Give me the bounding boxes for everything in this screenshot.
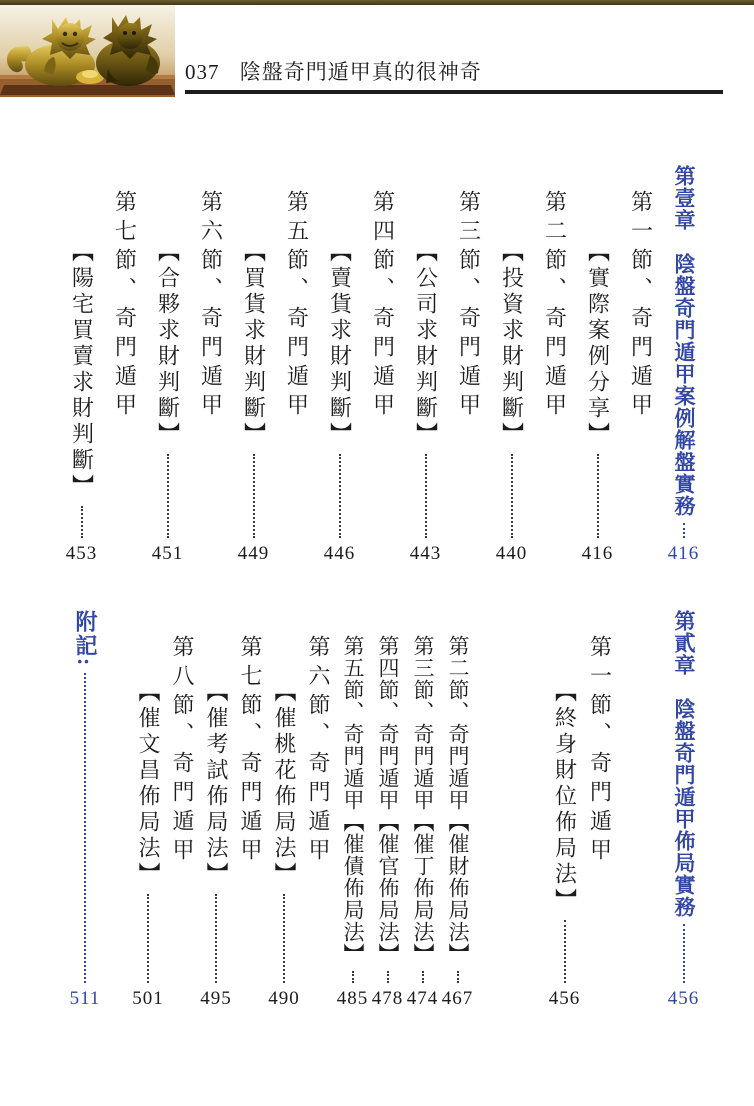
appendix-column	[65, 608, 105, 1011]
page-number: 501	[132, 988, 164, 1009]
dot-leader	[511, 454, 513, 538]
chapter2-heading-column	[662, 608, 705, 1011]
toc-entry-sub	[146, 163, 189, 566]
toc-entry-single	[370, 608, 405, 1011]
dot-leader	[457, 971, 459, 983]
chapter1-page-number: 416	[667, 543, 700, 564]
entry-title: 第六節、奇門遁甲	[198, 190, 224, 422]
lion-statues-illustration	[0, 5, 175, 97]
toc-entry-main	[533, 163, 576, 566]
toc-entry-sub	[547, 608, 582, 1011]
dot-leader	[683, 924, 685, 983]
chapter2-page-number: 456	[667, 988, 700, 1009]
chapter2-title: 第貳章 陰盤奇門遁甲佈局實務	[672, 610, 696, 918]
entry-title: 第七節、奇門遁甲	[112, 190, 138, 422]
entry-title: 第六節、奇門遁甲	[306, 635, 331, 867]
entry-subtitle: 【買貨求財判斷】	[241, 240, 267, 448]
toc-entry-sub	[60, 163, 103, 566]
appendix-page-number: 511	[69, 988, 101, 1009]
entry-title: 第七節、奇門遁甲	[238, 635, 263, 867]
toc-entry-main	[189, 163, 232, 566]
toc-entry-main	[361, 163, 404, 566]
toc-entry-sub	[576, 163, 619, 566]
toc-entry-sub	[404, 163, 447, 566]
page-number: 478	[371, 988, 404, 1009]
page-number: 416	[581, 543, 614, 564]
page-number: 495	[200, 988, 232, 1009]
entry-subtitle: 【公司求財判斷】	[413, 240, 439, 448]
toc-chapter1-block	[60, 163, 705, 566]
toc-entry-main	[275, 163, 318, 566]
toc-entry-main	[582, 608, 617, 1011]
appendix-label: 附記:	[73, 610, 98, 668]
toc-entry-single	[440, 608, 475, 1011]
dot-leader	[339, 454, 341, 538]
entry-title: 第五節、奇門遁甲	[284, 190, 310, 422]
entry-subtitle: 【陽宅買賣求財判斷】	[69, 240, 95, 500]
toc-entry-sub	[490, 163, 533, 566]
page-number: 456	[548, 988, 581, 1009]
entry-subtitle: 【催桃花佈局法】	[272, 680, 297, 888]
page-number: 474	[406, 988, 439, 1009]
chapter1-heading-column	[662, 163, 705, 566]
entry-title: 第三節、奇門遁甲【催丁佈局法】	[411, 635, 435, 965]
toc-chapter2-block	[60, 608, 705, 1011]
toc-entry-main	[165, 608, 199, 1011]
page-number: 449	[237, 543, 270, 564]
page-number: 485	[336, 988, 369, 1009]
toc-entry-sub	[267, 608, 301, 1011]
toc-entry-main	[233, 608, 267, 1011]
toc-entry-single	[335, 608, 370, 1011]
entry-subtitle: 【投資求財判斷】	[499, 240, 525, 448]
dot-leader	[253, 454, 255, 538]
dot-leader	[81, 506, 83, 538]
chapter1-title: 第壹章 陰盤奇門遁甲案例解盤實務	[672, 165, 696, 517]
toc-entry-sub	[131, 608, 165, 1011]
page-number: 440	[495, 543, 528, 564]
entry-title: 第一節、奇門遁甲	[628, 190, 654, 422]
entry-title: 第四節、奇門遁甲【催官佈局法】	[376, 635, 400, 965]
page-number: 451	[151, 543, 184, 564]
toc-entry-main	[301, 608, 335, 1011]
dot-leader	[387, 971, 389, 983]
dot-leader	[425, 454, 427, 538]
entry-subtitle: 【賣貨求財判斷】	[327, 240, 353, 448]
dot-leader	[215, 894, 217, 983]
toc-entry-main	[447, 163, 490, 566]
toc-entry-main	[103, 163, 146, 566]
entry-title: 第四節、奇門遁甲	[370, 190, 396, 422]
entry-subtitle: 【實際案例分享】	[585, 240, 611, 448]
entry-title: 第五節、奇門遁甲【催債佈局法】	[341, 635, 365, 965]
entry-title: 第一節、奇門遁甲	[587, 635, 613, 867]
entry-subtitle: 【催考試佈局法】	[204, 680, 229, 888]
page-number: 467	[441, 988, 474, 1009]
dot-leader	[597, 454, 599, 538]
page-number: 490	[268, 988, 300, 1009]
dot-leader	[422, 971, 424, 983]
page-number: 446	[323, 543, 356, 564]
running-title: 陰盤奇門遁甲真的很神奇	[239, 60, 482, 84]
page-number: 453	[65, 543, 98, 564]
toc-entry-sub	[199, 608, 233, 1011]
page-number: 443	[409, 543, 442, 564]
dot-leader	[283, 894, 285, 983]
entry-subtitle: 【催文昌佈局法】	[136, 680, 161, 888]
header-rule	[185, 90, 723, 94]
dot-leader	[84, 673, 86, 983]
dot-leader	[352, 971, 354, 983]
entry-subtitle: 【終身財位佈局法】	[552, 680, 578, 914]
dot-leader	[147, 894, 149, 983]
entry-subtitle: 【合夥求財判斷】	[155, 240, 181, 448]
toc-entry-main	[619, 163, 662, 566]
toc-entry-sub	[232, 163, 275, 566]
toc-entry-single	[405, 608, 440, 1011]
entry-title: 第三節、奇門遁甲	[456, 190, 482, 422]
entry-title: 第二節、奇門遁甲	[542, 190, 568, 422]
dot-leader	[167, 454, 169, 538]
entry-title: 第二節、奇門遁甲【催財佈局法】	[446, 635, 470, 965]
entry-title: 第八節、奇門遁甲	[170, 635, 195, 867]
page-header	[185, 56, 725, 86]
dot-leader	[683, 523, 685, 538]
toc-entry-sub	[318, 163, 361, 566]
folio-number: 037	[185, 60, 220, 84]
dot-leader	[564, 920, 566, 983]
lion-statues-photo	[0, 5, 175, 97]
